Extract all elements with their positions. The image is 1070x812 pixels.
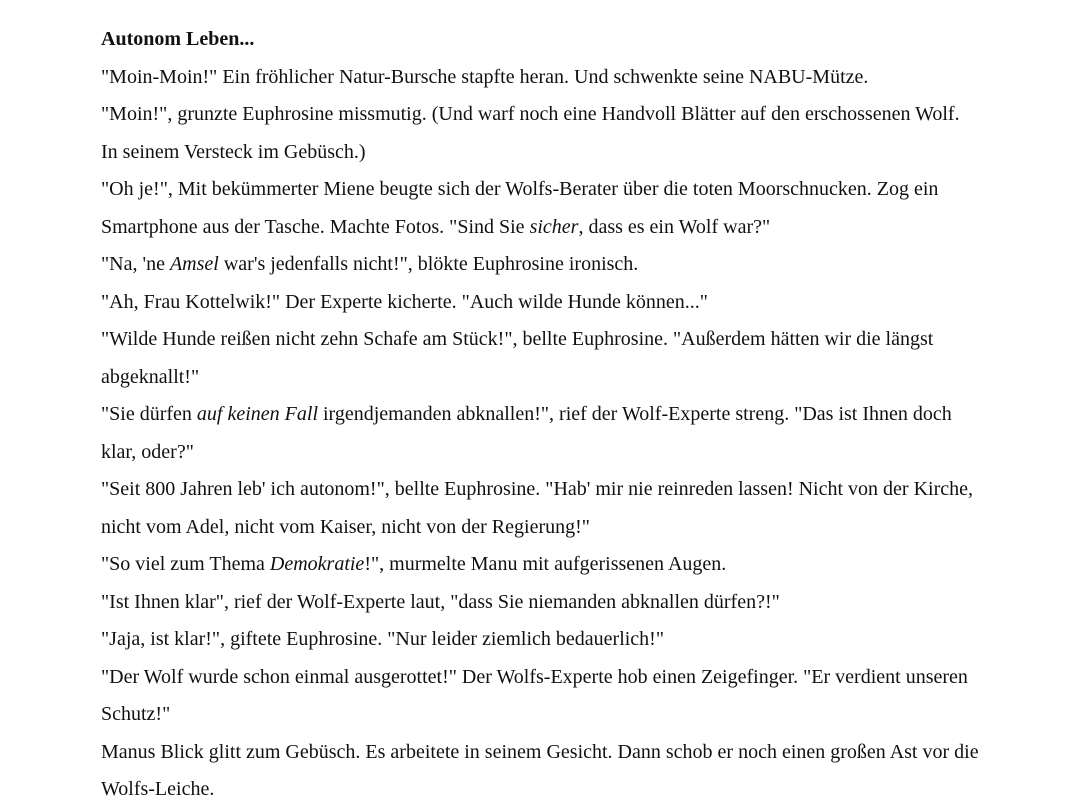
paragraph-text: irgendjemanden abknallen!", rief der Wolf-Experte streng. "Das ist Ihnen doch klar, oder?"	[101, 403, 952, 463]
paragraph-text: "Na, 'ne	[101, 253, 170, 275]
emphasized-text: Amsel	[169, 253, 219, 275]
story-paragraph	[101, 171, 981, 246]
story-paragraph	[101, 321, 981, 396]
story-paragraph	[101, 396, 981, 471]
story-paragraph	[101, 284, 981, 322]
story-paragraph	[101, 546, 981, 584]
emphasized-text: Demokratie	[269, 553, 365, 575]
document-title: Autonom Leben...	[101, 28, 255, 50]
paragraph-text: "Wilde Hunde reißen nicht zehn Schafe am Stück!", bellte Euphrosine. "Außerdem hätten wir die längst abgeknallt!"	[101, 328, 934, 388]
paragraph-text: "Der Wolf wurde schon einmal ausgerottet!" Der Wolfs-Experte hob einen Zeigefinger. "Er verdient unseren Schutz!"	[101, 665, 968, 725]
story-paragraph	[101, 659, 981, 734]
paragraph-text: "Ah, Frau Kottelwik!" Der Experte kicherte. "Auch wilde Hunde können..."	[101, 290, 708, 313]
paragraph-text: "Moin!", grunzte Euphrosine missmutig. (Und warf noch eine Handvoll Blätter auf den erschossenen Wolf. In seinem Versteck im Gebüsch.)	[101, 103, 960, 163]
paragraph-text: war's jedenfalls nicht!", blökte Euphrosine ironisch.	[218, 253, 639, 275]
paragraph-text: "Moin-Moin!" Ein fröhlicher Natur-Bursche stapfte heran. Und schwenkte seine NABU-Mütze.	[101, 65, 869, 88]
story-paragraph	[101, 584, 981, 622]
emphasized-text: sicher	[529, 215, 579, 238]
paragraph-text: "Seit 800 Jahren leb' ich autonom!", bellte Euphrosine. "Hab' mir nie reinreden lassen! Nicht von der Kirche, nicht vom Adel, nicht vom Kaiser, nicht von der Regierung!"	[101, 478, 974, 538]
paragraph-text: "Sie dürfen	[101, 403, 197, 425]
paragraph-text: , dass es ein Wolf war?"	[578, 215, 771, 238]
story-paragraph	[101, 734, 981, 809]
paragraph-text: "Ist Ihnen klar", rief der Wolf-Experte laut, "dass Sie niemanden abknallen dürfen?!"	[101, 590, 780, 613]
paragraph-text: "Oh je!", Mit bekümmerter Miene beugte sich der Wolfs-Berater über die toten Moorschnucken. Zog ein Smartphone aus der Tasche. Machte Fotos. "Sind Sie	[101, 178, 939, 238]
paragraph-text: "So viel zum Thema	[101, 553, 270, 575]
story-paragraph	[101, 621, 981, 659]
document-page	[101, 21, 981, 809]
emphasized-text: auf keinen Fall	[196, 403, 318, 425]
paragraph-text: "Jaja, ist klar!", giftete Euphrosine. "Nur leider ziemlich bedauerlich!"	[101, 628, 665, 650]
paragraph-text: !", murmelte Manu mit aufgerissenen Augen.	[364, 553, 727, 575]
story-paragraph	[101, 59, 981, 97]
story-paragraph	[101, 471, 981, 546]
story-body	[101, 59, 981, 809]
paragraph-text: Manus Blick glitt zum Gebüsch. Es arbeitete in seinem Gesicht. Dann schob er noch einen großen Ast vor die Wolfs-Leiche.	[101, 740, 979, 800]
story-paragraph	[101, 246, 981, 284]
story-paragraph	[101, 96, 981, 171]
